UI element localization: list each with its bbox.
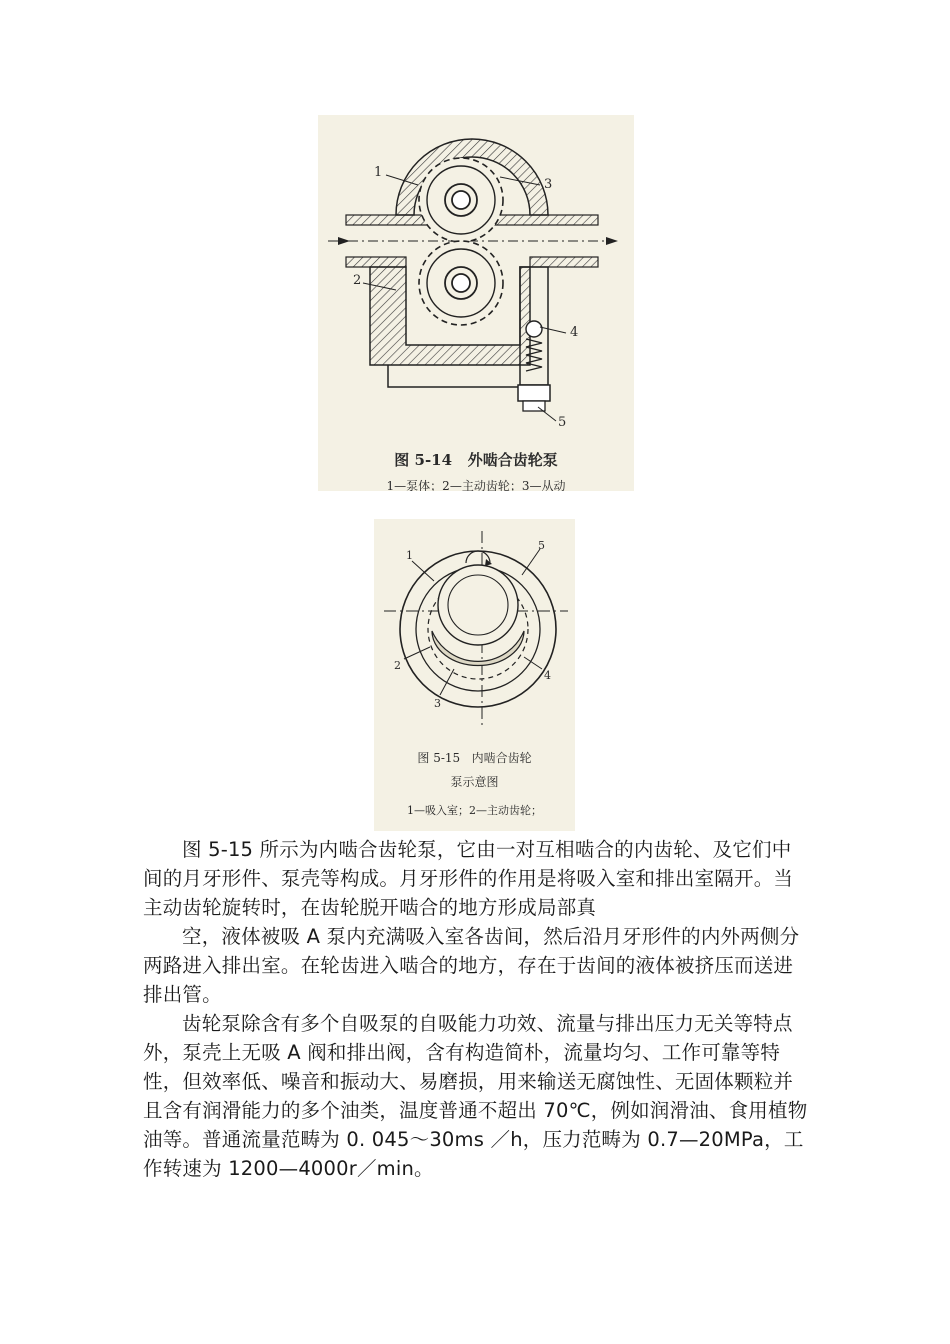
part-label: 4 (544, 669, 551, 682)
part-label: 1 (406, 549, 413, 562)
part-label: 5 (558, 415, 567, 430)
part-label: 1 (374, 165, 383, 180)
paragraph: 图 5-15 所示为内啮合齿轮泵，它由一对互相啮合的内齿轮、及它们中间的月牙形件、泵壳等构成。月牙形件的作用是将吸入室和排出室隔开。当主动齿轮旋转时，在齿轮脱开啮合的地方形成局部真 (143, 838, 794, 919)
external-gear-pump-drawing (318, 115, 634, 491)
figure-title: 图 5-15 内啮合齿轮 (417, 751, 532, 765)
figure-5-15 (374, 519, 575, 831)
part-label: 2 (394, 659, 401, 672)
figure-5-14 (318, 115, 634, 491)
figure-legend: 1—吸入室；2—主动齿轮； (407, 804, 542, 817)
paragraph: 空，液体被吸 A 泵内充满吸入室各齿间，然后沿月牙形件的内外两侧分两路进入排出室。在轮齿进入啮合的地方，存在于齿间的液体被挤压而送进排出管。 (143, 925, 800, 1006)
figure-title-line2: 泵示意图 (450, 775, 499, 789)
part-label: 3 (434, 697, 441, 710)
body-text (143, 835, 808, 1183)
part-label: 2 (353, 273, 362, 288)
paragraph: 齿轮泵除含有多个自吸泵的自吸能力功效、流量与排出压力无关等特点外，泵壳上无吸 A 阀和排出阀，含有构造简朴，流量均匀、工作可靠等特性，但效率低、噪音和振动大、易磨损，用来输送无腐蚀性、无固体颗粒并且含有润滑能力的多个油类，温度普通不超出 70℃，例如润滑油、食用植物油等。普通流量范畴为 0. 045～30ms ／h，压力范畴为 0.7—20MPa，工作转速为 1200—4000r／min。 (143, 1012, 808, 1180)
figure-legend: 1—泵体；2—主动齿轮；3—从动 (386, 479, 566, 491)
part-label: 4 (570, 325, 579, 340)
part-label: 5 (538, 539, 545, 552)
figure-title: 图 5-14 外啮合齿轮泵 (394, 451, 558, 469)
part-label: 3 (544, 177, 553, 192)
